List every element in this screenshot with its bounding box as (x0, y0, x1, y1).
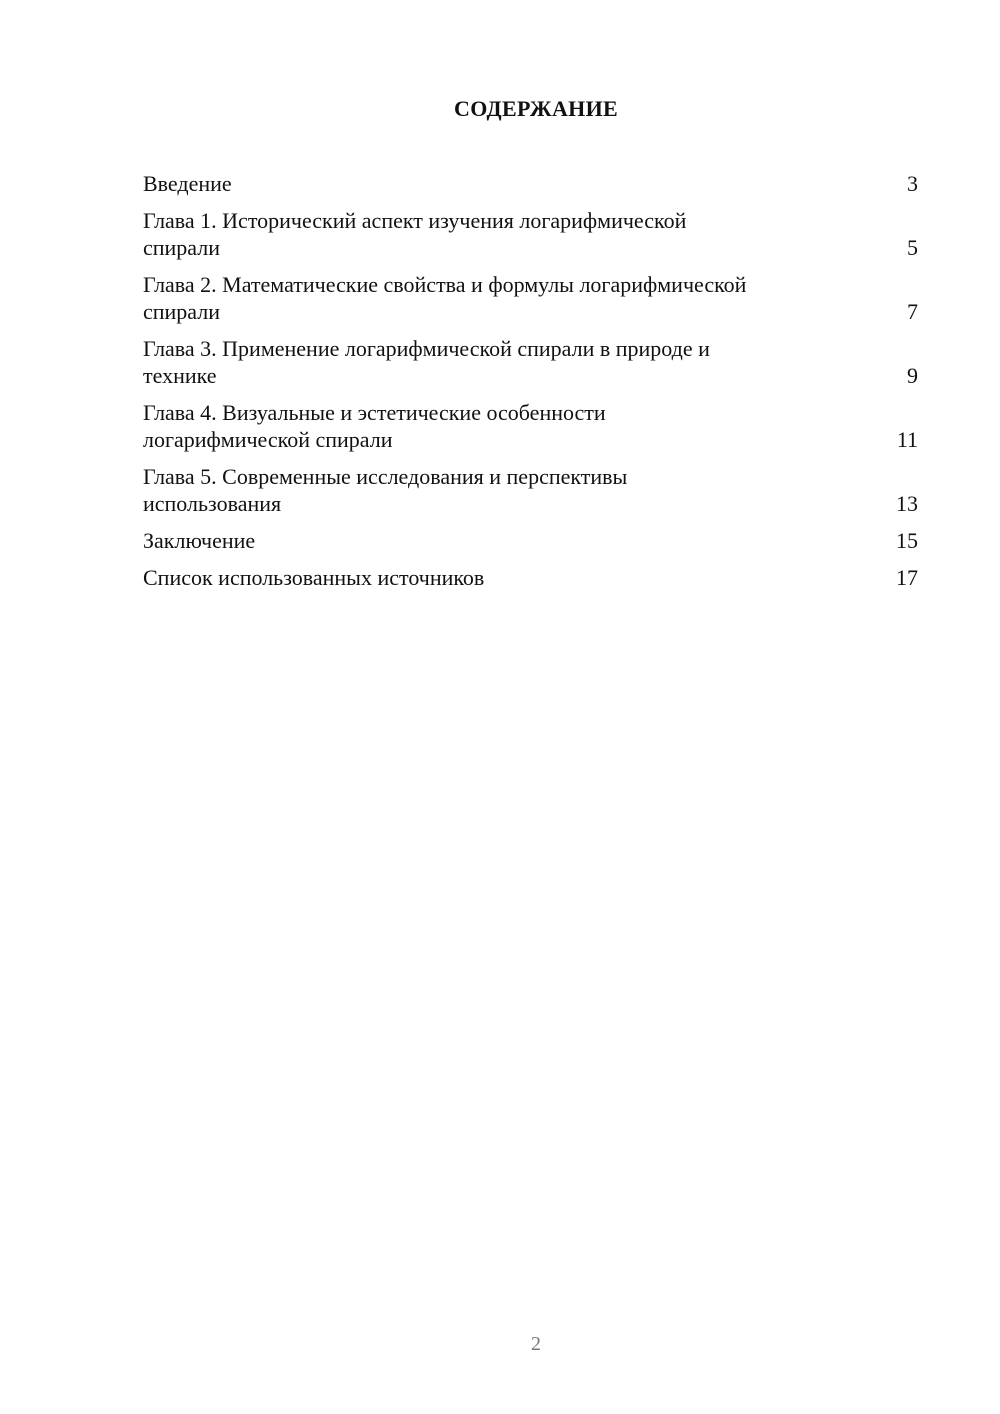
toc-entry-page: 15 (896, 528, 918, 553)
toc-entry-text: Заключение (143, 528, 256, 553)
toc-entry-page: 7 (907, 299, 918, 324)
toc-entry-text: Глава 3. Применение логарифмической спирали в природе и технике (143, 336, 710, 388)
toc-entry-text: Введение (143, 171, 232, 196)
toc-entry-chapter-5 (143, 463, 918, 517)
toc-entry-page: 11 (896, 427, 918, 452)
toc-entry-conclusion (143, 527, 918, 554)
toc-entry-page: 3 (907, 171, 918, 196)
toc-entry-references (143, 564, 918, 591)
toc-entry-introduction (143, 170, 918, 197)
page-number: 2 (531, 1333, 541, 1355)
toc-entry-chapter-3 (143, 335, 918, 389)
toc-entry-chapter-4 (143, 399, 918, 453)
toc-entry-chapter-2 (143, 271, 918, 325)
toc-entry-page: 13 (896, 491, 918, 516)
toc-title: СОДЕРЖАНИЕ (454, 96, 618, 121)
toc-entry-text: Глава 2. Математические свойства и формулы логарифмической спирали (143, 272, 747, 324)
toc-entry-text: Глава 5. Современные исследования и перспективы использования (143, 464, 628, 516)
toc-entry-page: 17 (896, 565, 918, 590)
toc-entry-chapter-1 (143, 207, 918, 261)
toc-entry-page: 5 (907, 235, 918, 260)
toc-entry-text: Глава 1. Исторический аспект изучения логарифмической спирали (143, 208, 687, 260)
toc-entry-text: Список использованных источников (143, 565, 485, 590)
toc-entry-text: Глава 4. Визуальные и эстетические особенности логарифмической спирали (143, 400, 606, 452)
table-of-contents (143, 170, 918, 601)
toc-entry-page: 9 (907, 363, 918, 388)
